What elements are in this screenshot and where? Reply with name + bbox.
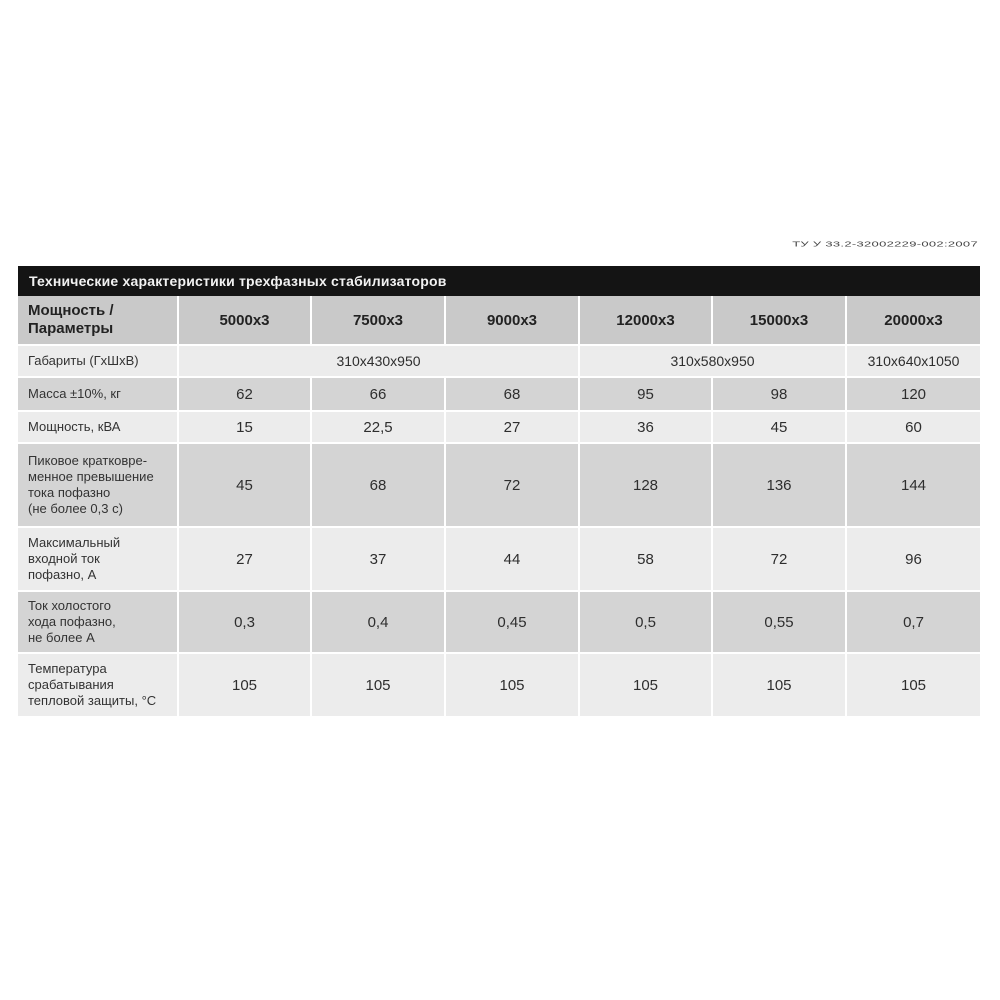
- table-cell: 98: [712, 377, 846, 411]
- row-label: Мощность, кВА: [18, 411, 178, 443]
- table-cell: 15: [178, 411, 311, 443]
- table-cell: 0,55: [712, 591, 846, 653]
- row-label-line: хода пофазно,: [28, 614, 116, 629]
- table-cell: 105: [712, 653, 846, 717]
- table-cell: 0,45: [445, 591, 579, 653]
- table-row: [18, 443, 980, 527]
- row-label-line: (не более 0,3 с): [28, 501, 123, 516]
- table-cell: 105: [445, 653, 579, 717]
- spec-table: [18, 296, 980, 718]
- row-label-line: входной ток: [28, 551, 100, 566]
- row-label: Масса ±10%, кг: [18, 377, 178, 411]
- header-param-line: Мощность /: [28, 302, 114, 319]
- table-cell: 0,4: [311, 591, 445, 653]
- table-row: [18, 653, 980, 717]
- table-cell: 96: [846, 527, 980, 591]
- table-cell: 45: [178, 443, 311, 527]
- standard-reference: ТУ У 33.2-32002229-002:2007: [792, 240, 978, 249]
- table-row: [18, 411, 980, 443]
- row-label-line: тепловой защиты, °C: [28, 693, 157, 708]
- table-cell: 62: [178, 377, 311, 411]
- row-label: [18, 527, 178, 591]
- model-header: 20000x3: [846, 296, 980, 345]
- row-label-line: менное превышение: [28, 469, 154, 484]
- table-cell: 136: [712, 443, 846, 527]
- model-header: 15000x3: [712, 296, 846, 345]
- table-cell: 68: [445, 377, 579, 411]
- row-label-line: пофазно, А: [28, 567, 97, 582]
- table-row: [18, 345, 980, 377]
- table-cell: 310x640x1050: [846, 345, 980, 377]
- table-cell: 37: [311, 527, 445, 591]
- row-label-line: Ток холостого: [28, 598, 111, 613]
- table-cell: 105: [579, 653, 712, 717]
- row-label: Габариты (ГхШхВ): [18, 345, 178, 377]
- row-label-line: срабатывания: [28, 677, 114, 692]
- model-header: 5000x3: [178, 296, 311, 345]
- table-cell: 27: [178, 527, 311, 591]
- row-label: [18, 653, 178, 717]
- table-cell: 72: [712, 527, 846, 591]
- table-cell: 144: [846, 443, 980, 527]
- table-cell: 72: [445, 443, 579, 527]
- table-cell: 58: [579, 527, 712, 591]
- table-title: Технические характеристики трехфазных стабилизаторов: [18, 266, 980, 296]
- model-header: 9000x3: [445, 296, 579, 345]
- table-cell: 105: [846, 653, 980, 717]
- model-header: 12000x3: [579, 296, 712, 345]
- row-label-line: Пиковое кратковре-: [28, 453, 148, 468]
- table-cell: 0,7: [846, 591, 980, 653]
- table-cell: 95: [579, 377, 712, 411]
- table-cell: 22,5: [311, 411, 445, 443]
- header-param-cell: [18, 296, 178, 345]
- table-cell: 68: [311, 443, 445, 527]
- header-row: [18, 296, 980, 345]
- table-cell: 36: [579, 411, 712, 443]
- table-row: [18, 591, 980, 653]
- table-cell: 66: [311, 377, 445, 411]
- row-label-line: не более А: [28, 630, 95, 645]
- table-cell: 120: [846, 377, 980, 411]
- table-cell: 0,3: [178, 591, 311, 653]
- header-param-line: Параметры: [28, 320, 114, 337]
- table-row: [18, 377, 980, 411]
- table-cell: 310x430x950: [178, 345, 579, 377]
- row-label: [18, 443, 178, 527]
- table-cell: 105: [311, 653, 445, 717]
- table-cell: 27: [445, 411, 579, 443]
- row-label-line: Температура: [28, 661, 107, 676]
- spec-sheet: [18, 266, 980, 718]
- table-cell: 0,5: [579, 591, 712, 653]
- table-cell: 128: [579, 443, 712, 527]
- row-label: [18, 591, 178, 653]
- table-cell: 105: [178, 653, 311, 717]
- model-header: 7500x3: [311, 296, 445, 345]
- row-label-line: тока пофазно: [28, 485, 111, 500]
- table-cell: 60: [846, 411, 980, 443]
- table-row: [18, 527, 980, 591]
- table-cell: 310x580x950: [579, 345, 846, 377]
- table-cell: 45: [712, 411, 846, 443]
- table-cell: 44: [445, 527, 579, 591]
- row-label-line: Максимальный: [28, 535, 121, 550]
